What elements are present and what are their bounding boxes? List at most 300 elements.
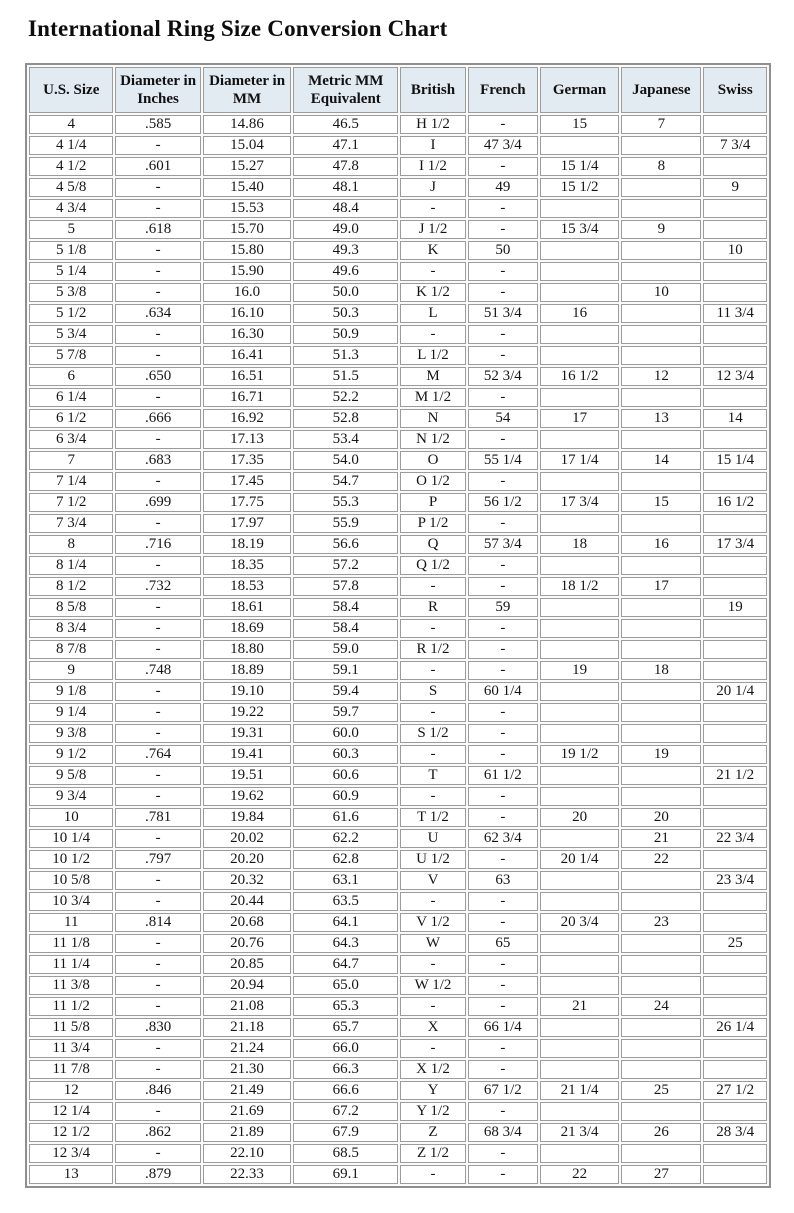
table-cell: - bbox=[468, 115, 538, 134]
table-cell: 15 3/4 bbox=[540, 220, 619, 239]
table-cell: 21 bbox=[621, 829, 701, 848]
table-row bbox=[29, 430, 767, 449]
table-cell: K 1/2 bbox=[400, 283, 466, 302]
table-cell: .862 bbox=[115, 1123, 200, 1142]
table-cell: 4 bbox=[29, 115, 113, 134]
table-cell: 16.92 bbox=[203, 409, 292, 428]
table-cell: 59.4 bbox=[293, 682, 398, 701]
table-cell: 20.02 bbox=[203, 829, 292, 848]
table-cell: P 1/2 bbox=[400, 514, 466, 533]
table-row bbox=[29, 262, 767, 281]
table-cell: - bbox=[400, 199, 466, 218]
table-row bbox=[29, 220, 767, 239]
table-cell: 17.13 bbox=[203, 430, 292, 449]
table-cell: 21.18 bbox=[203, 1018, 292, 1037]
table-cell: 5 3/8 bbox=[29, 283, 113, 302]
table-cell: W bbox=[400, 934, 466, 953]
table-cell: - bbox=[115, 346, 200, 365]
table-cell: 50 bbox=[468, 241, 538, 260]
table-cell: 4 1/4 bbox=[29, 136, 113, 155]
column-header: Diameter in Inches bbox=[115, 67, 200, 113]
table-cell: R bbox=[400, 598, 466, 617]
table-cell: 7 1/4 bbox=[29, 472, 113, 491]
table-cell: 53.4 bbox=[293, 430, 398, 449]
table-cell: 12 1/4 bbox=[29, 1102, 113, 1121]
table-cell: .666 bbox=[115, 409, 200, 428]
table-body bbox=[29, 115, 767, 1184]
table-cell: 19.51 bbox=[203, 766, 292, 785]
table-cell bbox=[703, 1060, 767, 1079]
table-cell: 5 bbox=[29, 220, 113, 239]
table-cell: - bbox=[400, 745, 466, 764]
table-cell: - bbox=[400, 577, 466, 596]
table-cell bbox=[621, 1102, 701, 1121]
table-cell: - bbox=[468, 850, 538, 869]
table-cell: 7 3/4 bbox=[29, 514, 113, 533]
table-cell: 48.4 bbox=[293, 199, 398, 218]
table-cell: - bbox=[468, 283, 538, 302]
table-row bbox=[29, 157, 767, 176]
table-cell: 23 3/4 bbox=[703, 871, 767, 890]
table-cell: N 1/2 bbox=[400, 430, 466, 449]
table-cell: 63.5 bbox=[293, 892, 398, 911]
table-cell: - bbox=[468, 346, 538, 365]
table-row bbox=[29, 1060, 767, 1079]
table-cell: 10 bbox=[29, 808, 113, 827]
table-cell: Z bbox=[400, 1123, 466, 1142]
table-cell: 20.76 bbox=[203, 934, 292, 953]
table-cell: 58.4 bbox=[293, 619, 398, 638]
table-cell: - bbox=[115, 241, 200, 260]
table-cell: 8 bbox=[29, 535, 113, 554]
table-cell bbox=[703, 220, 767, 239]
table-cell: 19.41 bbox=[203, 745, 292, 764]
table-cell: 24 bbox=[621, 997, 701, 1016]
table-cell: 16.0 bbox=[203, 283, 292, 302]
page-title: International Ring Size Conversion Chart bbox=[28, 16, 448, 41]
table-cell bbox=[703, 850, 767, 869]
table-cell bbox=[703, 1039, 767, 1058]
table-cell: 11 3/4 bbox=[29, 1039, 113, 1058]
table-cell: 18 1/2 bbox=[540, 577, 619, 596]
table-cell: 64.7 bbox=[293, 955, 398, 974]
table-row bbox=[29, 871, 767, 890]
table-cell: 21.49 bbox=[203, 1081, 292, 1100]
table-cell: .814 bbox=[115, 913, 200, 932]
table-cell bbox=[621, 955, 701, 974]
table-cell: - bbox=[468, 703, 538, 722]
table-cell: - bbox=[115, 619, 200, 638]
table-cell: 11 3/4 bbox=[703, 304, 767, 323]
table-cell bbox=[540, 829, 619, 848]
table-cell: 18 bbox=[621, 661, 701, 680]
table-cell: 66 1/4 bbox=[468, 1018, 538, 1037]
table-cell bbox=[540, 682, 619, 701]
table-cell bbox=[540, 703, 619, 722]
table-cell: S bbox=[400, 682, 466, 701]
table-cell: - bbox=[468, 199, 538, 218]
table-cell: 18.19 bbox=[203, 535, 292, 554]
table-cell: 19.31 bbox=[203, 724, 292, 743]
table-cell bbox=[621, 178, 701, 197]
table-cell: 47.8 bbox=[293, 157, 398, 176]
table-row bbox=[29, 1018, 767, 1037]
table-cell: 62 3/4 bbox=[468, 829, 538, 848]
table-cell: - bbox=[115, 682, 200, 701]
table-cell: 65 bbox=[468, 934, 538, 953]
table-cell: 15.40 bbox=[203, 178, 292, 197]
table-cell bbox=[703, 577, 767, 596]
table-cell: 5 1/2 bbox=[29, 304, 113, 323]
table-cell: .618 bbox=[115, 220, 200, 239]
table-cell: - bbox=[400, 1165, 466, 1184]
table-cell bbox=[621, 703, 701, 722]
table-cell bbox=[703, 745, 767, 764]
table-cell: 55.9 bbox=[293, 514, 398, 533]
table-cell bbox=[703, 1102, 767, 1121]
table-cell bbox=[621, 892, 701, 911]
table-row bbox=[29, 808, 767, 827]
table-cell: .634 bbox=[115, 304, 200, 323]
table-cell: 16 bbox=[540, 304, 619, 323]
table-cell: I bbox=[400, 136, 466, 155]
table-cell bbox=[703, 892, 767, 911]
table-cell bbox=[540, 955, 619, 974]
table-cell bbox=[540, 892, 619, 911]
table-cell: 55.3 bbox=[293, 493, 398, 512]
table-cell: 49.3 bbox=[293, 241, 398, 260]
table-cell: 20 bbox=[621, 808, 701, 827]
table-cell: - bbox=[400, 619, 466, 638]
table-cell: 52.2 bbox=[293, 388, 398, 407]
table-cell bbox=[703, 283, 767, 302]
table-cell: 18.69 bbox=[203, 619, 292, 638]
table-cell: 15.53 bbox=[203, 199, 292, 218]
table-cell bbox=[540, 871, 619, 890]
table-cell: 23 bbox=[621, 913, 701, 932]
table-cell: .781 bbox=[115, 808, 200, 827]
table-row bbox=[29, 136, 767, 155]
table-cell: 15 1/4 bbox=[703, 451, 767, 470]
table-cell: 14 bbox=[703, 409, 767, 428]
table-cell: 19 bbox=[703, 598, 767, 617]
table-cell bbox=[621, 598, 701, 617]
table-cell: - bbox=[115, 514, 200, 533]
table-cell: - bbox=[468, 787, 538, 806]
table-cell: - bbox=[468, 640, 538, 659]
column-header: U.S. Size bbox=[29, 67, 113, 113]
table-cell: 22 bbox=[621, 850, 701, 869]
table-cell: - bbox=[468, 157, 538, 176]
table-row bbox=[29, 388, 767, 407]
table-cell: 6 3/4 bbox=[29, 430, 113, 449]
table-cell bbox=[540, 325, 619, 344]
table-cell: 16 1/2 bbox=[540, 367, 619, 386]
table-cell: - bbox=[468, 724, 538, 743]
table-row bbox=[29, 283, 767, 302]
table-cell: 8 1/2 bbox=[29, 577, 113, 596]
table-cell: .601 bbox=[115, 157, 200, 176]
table-cell: - bbox=[468, 1165, 538, 1184]
table-cell: 54.0 bbox=[293, 451, 398, 470]
table-cell: 15 1/4 bbox=[540, 157, 619, 176]
table-cell: 55 1/4 bbox=[468, 451, 538, 470]
table-cell bbox=[540, 241, 619, 260]
table-row bbox=[29, 724, 767, 743]
table-cell: 68.5 bbox=[293, 1144, 398, 1163]
table-cell: - bbox=[468, 619, 538, 638]
table-cell: 25 bbox=[621, 1081, 701, 1100]
table-cell: - bbox=[115, 892, 200, 911]
table-row bbox=[29, 346, 767, 365]
table-cell: 9 1/2 bbox=[29, 745, 113, 764]
table-cell bbox=[703, 808, 767, 827]
table-row bbox=[29, 976, 767, 995]
table-cell: 63.1 bbox=[293, 871, 398, 890]
table-cell: 13 bbox=[621, 409, 701, 428]
table-row bbox=[29, 1123, 767, 1142]
table-cell: 64.3 bbox=[293, 934, 398, 953]
table-cell: 51 3/4 bbox=[468, 304, 538, 323]
table-cell: Y 1/2 bbox=[400, 1102, 466, 1121]
column-header: Diameter in MM bbox=[203, 67, 292, 113]
table-row bbox=[29, 493, 767, 512]
table-cell: 14.86 bbox=[203, 115, 292, 134]
table-cell: 60.3 bbox=[293, 745, 398, 764]
table-cell: T bbox=[400, 766, 466, 785]
table-cell: 63 bbox=[468, 871, 538, 890]
column-header: German bbox=[540, 67, 619, 113]
table-cell: 8 7/8 bbox=[29, 640, 113, 659]
table-cell: 9 bbox=[703, 178, 767, 197]
table-row bbox=[29, 1102, 767, 1121]
table-cell: 8 5/8 bbox=[29, 598, 113, 617]
table-row bbox=[29, 241, 767, 260]
table-cell: .879 bbox=[115, 1165, 200, 1184]
table-cell: - bbox=[115, 724, 200, 743]
table-cell bbox=[703, 472, 767, 491]
table-cell bbox=[621, 514, 701, 533]
table-cell: 47 3/4 bbox=[468, 136, 538, 155]
table-cell: 22 3/4 bbox=[703, 829, 767, 848]
table-row bbox=[29, 682, 767, 701]
table-cell: - bbox=[468, 997, 538, 1016]
table-cell: 68 3/4 bbox=[468, 1123, 538, 1142]
table-cell: 17.35 bbox=[203, 451, 292, 470]
table-cell bbox=[621, 724, 701, 743]
column-header: British bbox=[400, 67, 466, 113]
table-cell: 62.2 bbox=[293, 829, 398, 848]
table-cell: - bbox=[115, 871, 200, 890]
table-cell: 10 bbox=[621, 283, 701, 302]
table-cell: 12 1/2 bbox=[29, 1123, 113, 1142]
table-row bbox=[29, 535, 767, 554]
table-cell bbox=[540, 262, 619, 281]
table-cell: 57 3/4 bbox=[468, 535, 538, 554]
table-cell: 6 bbox=[29, 367, 113, 386]
table-cell: S 1/2 bbox=[400, 724, 466, 743]
table-cell: 19.84 bbox=[203, 808, 292, 827]
table-cell: 20.68 bbox=[203, 913, 292, 932]
table-cell: .846 bbox=[115, 1081, 200, 1100]
table-cell: 7 1/2 bbox=[29, 493, 113, 512]
table-cell bbox=[621, 472, 701, 491]
table-cell: - bbox=[115, 430, 200, 449]
table-cell: - bbox=[468, 388, 538, 407]
table-cell: 17 1/4 bbox=[540, 451, 619, 470]
table-cell bbox=[540, 388, 619, 407]
table-cell: M 1/2 bbox=[400, 388, 466, 407]
table-cell bbox=[703, 661, 767, 680]
table-cell bbox=[621, 136, 701, 155]
table-cell bbox=[540, 430, 619, 449]
table-cell: 12 bbox=[29, 1081, 113, 1100]
table-cell bbox=[621, 640, 701, 659]
table-cell: 67.9 bbox=[293, 1123, 398, 1142]
table-cell: Q bbox=[400, 535, 466, 554]
table-cell bbox=[621, 325, 701, 344]
table-cell: 10 bbox=[703, 241, 767, 260]
table-cell: 19.10 bbox=[203, 682, 292, 701]
table-cell: 20 1/4 bbox=[703, 682, 767, 701]
table-cell: O 1/2 bbox=[400, 472, 466, 491]
table-cell: - bbox=[468, 577, 538, 596]
table-cell bbox=[621, 682, 701, 701]
table-cell: - bbox=[115, 472, 200, 491]
table-cell bbox=[703, 913, 767, 932]
table-cell bbox=[621, 304, 701, 323]
table-cell: - bbox=[400, 325, 466, 344]
table-cell: 56 1/2 bbox=[468, 493, 538, 512]
column-header: Swiss bbox=[703, 67, 767, 113]
table-cell: 67 1/2 bbox=[468, 1081, 538, 1100]
table-cell bbox=[540, 136, 619, 155]
table-cell: 47.1 bbox=[293, 136, 398, 155]
table-cell bbox=[540, 514, 619, 533]
table-cell: 21 3/4 bbox=[540, 1123, 619, 1142]
table-cell: 69.1 bbox=[293, 1165, 398, 1184]
table-row bbox=[29, 619, 767, 638]
table-cell: 10 3/4 bbox=[29, 892, 113, 911]
table-cell: - bbox=[115, 787, 200, 806]
table-cell: 4 3/4 bbox=[29, 199, 113, 218]
table-cell: 50.9 bbox=[293, 325, 398, 344]
table-cell: 26 1/4 bbox=[703, 1018, 767, 1037]
table-cell bbox=[703, 724, 767, 743]
table-row bbox=[29, 178, 767, 197]
table-cell: 66.3 bbox=[293, 1060, 398, 1079]
table-cell: 15 1/2 bbox=[540, 178, 619, 197]
table-cell: H 1/2 bbox=[400, 115, 466, 134]
table-cell: 25 bbox=[703, 934, 767, 953]
table-cell bbox=[703, 787, 767, 806]
table-cell: .748 bbox=[115, 661, 200, 680]
table-cell: - bbox=[400, 997, 466, 1016]
table-row bbox=[29, 787, 767, 806]
table-cell: 12 3/4 bbox=[703, 367, 767, 386]
table-cell: 22.33 bbox=[203, 1165, 292, 1184]
table-cell: 5 1/4 bbox=[29, 262, 113, 281]
table-cell: 4 5/8 bbox=[29, 178, 113, 197]
table-cell bbox=[540, 976, 619, 995]
table-cell: 15.70 bbox=[203, 220, 292, 239]
table-cell: 21 bbox=[540, 997, 619, 1016]
table-cell: 16 1/2 bbox=[703, 493, 767, 512]
table-cell: 59.1 bbox=[293, 661, 398, 680]
table-cell: 17 3/4 bbox=[540, 493, 619, 512]
table-cell: 18 bbox=[540, 535, 619, 554]
table-row bbox=[29, 703, 767, 722]
table-cell bbox=[621, 388, 701, 407]
table-cell bbox=[703, 157, 767, 176]
table-cell: 60.9 bbox=[293, 787, 398, 806]
table-cell: 11 1/4 bbox=[29, 955, 113, 974]
table-row bbox=[29, 115, 767, 134]
table-row bbox=[29, 598, 767, 617]
table-cell: T 1/2 bbox=[400, 808, 466, 827]
table-cell: 62.8 bbox=[293, 850, 398, 869]
table-cell: 7 bbox=[621, 115, 701, 134]
table-cell: 5 7/8 bbox=[29, 346, 113, 365]
table-cell: 17.75 bbox=[203, 493, 292, 512]
table-cell: 65.3 bbox=[293, 997, 398, 1016]
table-cell: - bbox=[468, 220, 538, 239]
table-cell bbox=[703, 640, 767, 659]
table-row bbox=[29, 1165, 767, 1184]
table-cell bbox=[540, 619, 619, 638]
table-cell: 21.89 bbox=[203, 1123, 292, 1142]
table-cell: .732 bbox=[115, 577, 200, 596]
table-cell: 13 bbox=[29, 1165, 113, 1184]
table-cell: 20.85 bbox=[203, 955, 292, 974]
table-cell bbox=[621, 1018, 701, 1037]
table-cell: 61.6 bbox=[293, 808, 398, 827]
table-cell bbox=[703, 997, 767, 1016]
table-cell bbox=[621, 1144, 701, 1163]
table-cell: 67.2 bbox=[293, 1102, 398, 1121]
table-cell: 15.27 bbox=[203, 157, 292, 176]
table-cell: 9 1/8 bbox=[29, 682, 113, 701]
table-cell: - bbox=[115, 703, 200, 722]
table-cell: - bbox=[468, 1060, 538, 1079]
table-cell: Y bbox=[400, 1081, 466, 1100]
table-cell bbox=[703, 199, 767, 218]
table-cell bbox=[540, 1060, 619, 1079]
table-cell bbox=[621, 766, 701, 785]
table-cell: 49 bbox=[468, 178, 538, 197]
table-cell: 20.44 bbox=[203, 892, 292, 911]
table-row bbox=[29, 661, 767, 680]
table-cell: 60.0 bbox=[293, 724, 398, 743]
table-cell: 16.41 bbox=[203, 346, 292, 365]
table-row bbox=[29, 913, 767, 932]
table-cell bbox=[540, 787, 619, 806]
table-cell: 15 bbox=[540, 115, 619, 134]
table-cell: W 1/2 bbox=[400, 976, 466, 995]
table-cell: 18.61 bbox=[203, 598, 292, 617]
table-cell: 52 3/4 bbox=[468, 367, 538, 386]
table-cell: 19 bbox=[621, 745, 701, 764]
table-cell: 57.8 bbox=[293, 577, 398, 596]
table-cell: 59.0 bbox=[293, 640, 398, 659]
table-cell: - bbox=[400, 892, 466, 911]
table-cell: 8 bbox=[621, 157, 701, 176]
header-row bbox=[29, 67, 767, 113]
ring-size-conversion-table bbox=[25, 63, 771, 1188]
table-cell bbox=[621, 871, 701, 890]
table-cell: 17 bbox=[540, 409, 619, 428]
table-cell: 20 3/4 bbox=[540, 913, 619, 932]
